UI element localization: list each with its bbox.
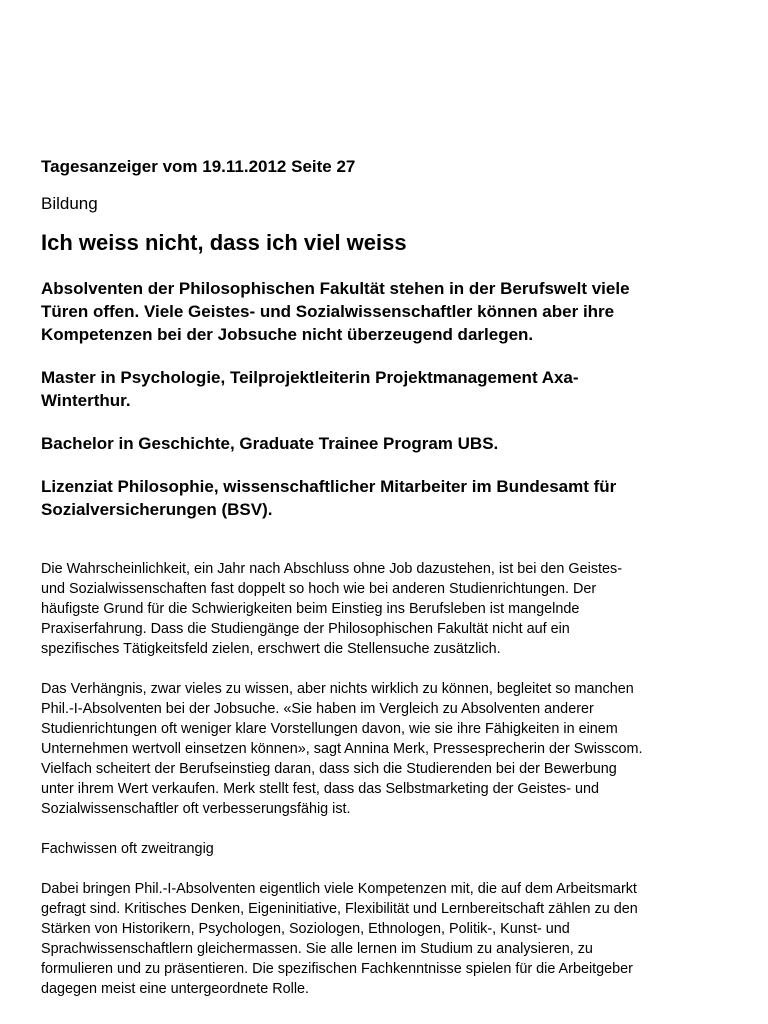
paragraph-line: und Sozialwissenschaften fast doppelt so hoch wie bei anderen Studienrichtungen. Der [41, 581, 597, 597]
source-line: Tagesanzeiger vom 19.11.2012 Seite 27 [41, 157, 356, 176]
section-label: Bildung [41, 194, 98, 213]
paragraph-line: spezifisches Tätigkeitsfeld zielen, erschwert die Stellensuche zusätzlich. [41, 641, 501, 657]
profile-line: Bachelor in Geschichte, Graduate Trainee Program UBS. [41, 434, 499, 453]
lead-line: Absolventen der Philosophischen Fakultät stehen in der Berufswelt viele [41, 279, 630, 298]
profile-psychology [41, 366, 731, 412]
profile-line: Master in Psychologie, Teilprojektleiterin Projektmanagement Axa- [41, 368, 579, 387]
article-lead [41, 277, 731, 346]
paragraph-line: Das Verhängnis, zwar vieles zu wissen, aber nichts wirklich zu können, begleitet so manchen [41, 681, 634, 697]
profile-line: Lizenziat Philosophie, wissenschaftlicher Mitarbeiter im Bundesamt für [41, 477, 617, 496]
paragraph-line: dagegen meist eine untergeordnete Rolle. [41, 981, 310, 997]
article-headline: Ich weiss nicht, dass ich viel weiss [41, 230, 407, 255]
lead-line: Türen offen. Viele Geistes- und Sozialwissenschaftler können aber ihre [41, 302, 615, 321]
profile-line: Winterthur. [41, 391, 131, 410]
paragraph-line: Dabei bringen Phil.-I-Absolventen eigentlich viele Kompetenzen mit, die auf dem Arbeitsmarkt [41, 881, 637, 897]
paragraph-line: Unternehmen wertvoll einsetzen können», sagt Annina Merk, Pressesprecherin der Swisscom. [41, 741, 643, 757]
profile-philosophy [41, 475, 731, 521]
paragraph-line: Studienrichtungen oft weniger klare Vorstellungen davon, wie sie ihre Fähigkeiten in einem [41, 721, 618, 737]
body-paragraph-2 [41, 679, 731, 819]
paragraph-line: Phil.-I-Absolventen bei der Jobsuche. «Sie haben im Vergleich zu Absolventen anderer [41, 701, 594, 717]
paragraph-line: Stärken von Historikern, Psychologen, Soziologen, Ethnologen, Politik-, Kunst- und [41, 921, 570, 937]
body-paragraph-3 [41, 879, 731, 999]
paragraph-line: unter ihrem Wert verkaufen. Merk stellt fest, dass das Selbstmarketing der Geistes- und [41, 781, 600, 797]
document-page [41, 155, 731, 1019]
paragraph-line: gefragt sind. Kritisches Denken, Eigeninitiative, Flexibilität und Lernbereitschaft zählen zu den [41, 901, 638, 917]
paragraph-line: formulieren und zu präsentieren. Die spezifischen Fachkenntnisse spielen für die Arbeitgeber [41, 961, 633, 977]
profile-line: Sozialversicherungen (BSV). [41, 500, 273, 519]
lead-line: Kompetenzen bei der Jobsuche nicht überzeugend darlegen. [41, 325, 534, 344]
body-paragraph-1 [41, 559, 731, 659]
paragraph-line: Vielfach scheitert der Berufseinstieg daran, dass sich die Studierenden bei der Bewerbung [41, 761, 617, 777]
profile-history [41, 432, 731, 455]
paragraph-line: häufigste Grund für die Schwierigkeiten beim Einstieg ins Berufsleben ist mangelnde [41, 601, 580, 617]
paragraph-line: Sprachwissenschaftlern gleichermassen. Sie alle lernen im Studium zu analysieren, zu [41, 941, 593, 957]
subheading: Fachwissen oft zweitrangig [41, 841, 214, 857]
paragraph-line: Die Wahrscheinlichkeit, ein Jahr nach Abschluss ohne Job dazustehen, ist bei den Geistes- [41, 561, 623, 577]
paragraph-line: Sozialwissenschaftler oft verbesserungsfähig ist. [41, 801, 351, 817]
paragraph-line: Praxiserfahrung. Dass die Studiengänge der Philosophischen Fakultät nicht auf ein [41, 621, 570, 637]
